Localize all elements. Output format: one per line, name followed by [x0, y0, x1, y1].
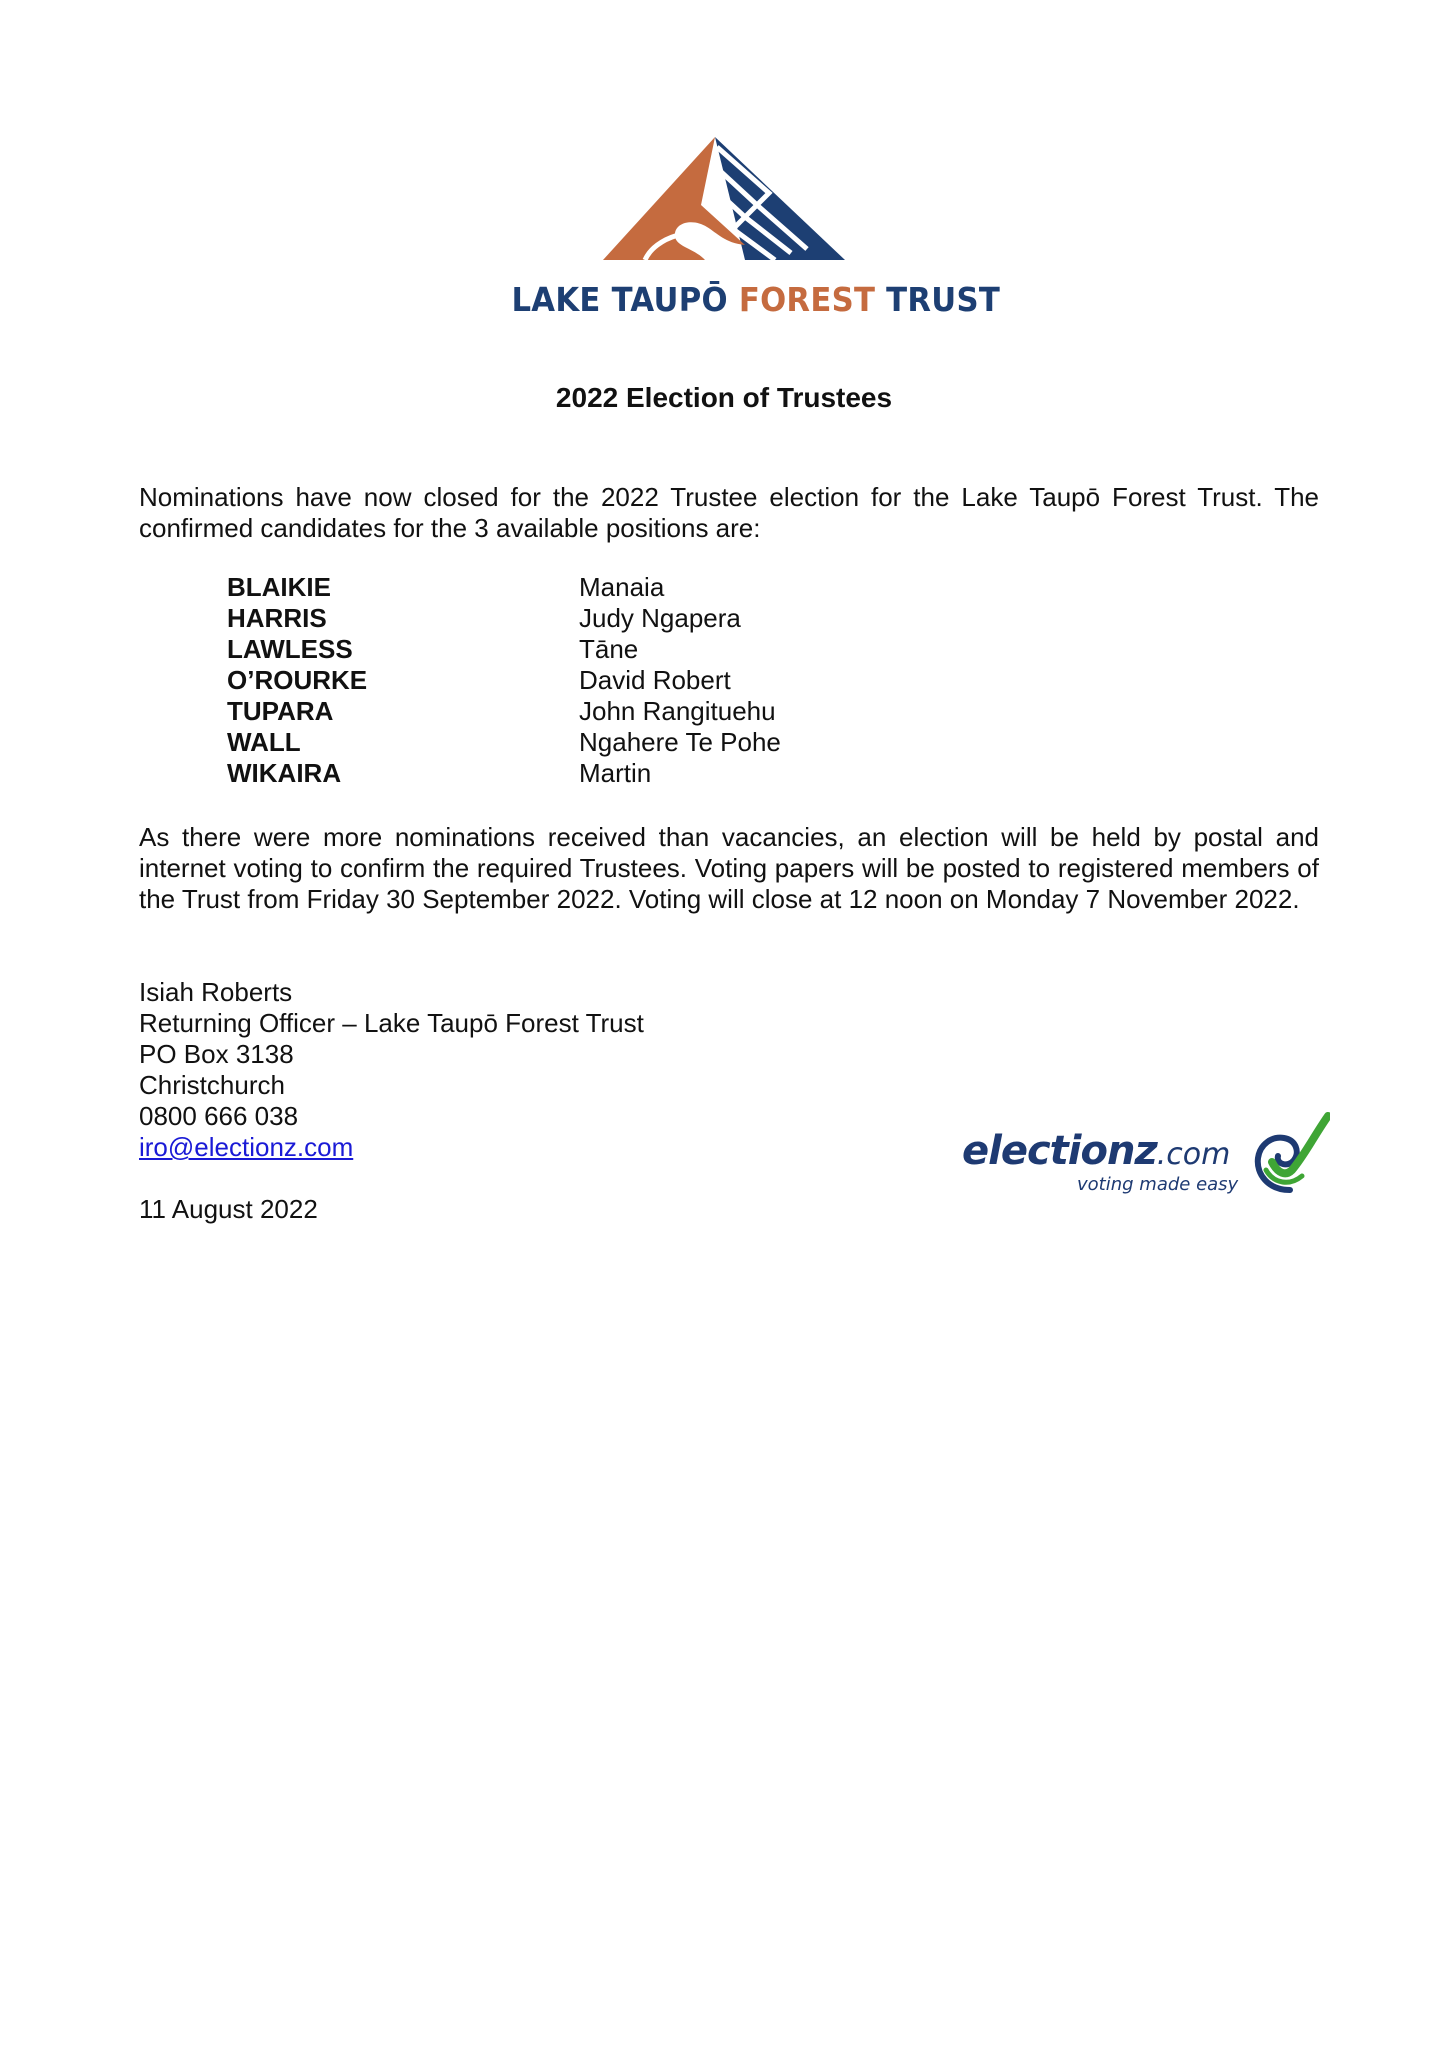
election-details-paragraph: As there were more nominations received than vacancies, an election will be held by postal and internet voting to confirm the required Trustees. Voting papers will be posted to registered members of the Trust from Friday 30 September 2022. Voting will close at 12 noon on Monday 7 November 2022.	[139, 822, 1319, 914]
mountain-koru-icon	[495, 135, 965, 275]
candidate-surname: HARRIS	[227, 603, 327, 633]
electionz-suffix: .com	[1156, 1137, 1231, 1172]
electionz-logo	[962, 1110, 1342, 1210]
trust-name-part1: LAKE TAUPŌ	[511, 280, 728, 319]
candidate-given-name: Manaia	[579, 572, 665, 602]
candidate-surname: BLAIKIE	[227, 572, 331, 602]
electionz-word: electionz	[962, 1128, 1157, 1174]
candidate-row	[227, 727, 927, 758]
phone-number: 0800 666 038	[139, 1101, 299, 1131]
candidate-surname: WALL	[227, 727, 301, 757]
trust-logo	[495, 135, 1001, 325]
candidate-list	[227, 572, 927, 789]
candidate-given-name: Tāne	[579, 634, 639, 664]
electionz-tagline: voting made easy	[1077, 1174, 1239, 1195]
candidate-given-name: John Rangituehu	[579, 696, 776, 726]
trust-name-part2: FOREST	[738, 280, 876, 319]
trust-name-part3: TRUST	[886, 280, 1001, 319]
candidate-row	[227, 572, 927, 603]
intro-paragraph: Nominations have now closed for the 2022 Trustee election for the Lake Taupō Forest Trust. The confirmed candidates for the 3 available positions are:	[139, 482, 1319, 543]
city: Christchurch	[139, 1070, 285, 1100]
candidate-surname: LAWLESS	[227, 634, 353, 664]
candidate-surname: TUPARA	[227, 696, 334, 726]
candidate-given-name: Ngahere Te Pohe	[579, 727, 781, 757]
candidate-row	[227, 665, 927, 696]
signatory-role: Returning Officer – Lake Taupō Forest Trust	[139, 1008, 644, 1038]
koru-check-icon	[1250, 1110, 1330, 1200]
candidate-given-name: Martin	[579, 758, 652, 788]
candidate-row	[227, 696, 927, 727]
candidate-row	[227, 634, 927, 665]
candidate-given-name: Judy Ngapera	[579, 603, 741, 633]
candidate-row	[227, 603, 927, 634]
page-title: 2022 Election of Trustees	[555, 382, 893, 413]
candidate-surname: O’ROURKE	[227, 665, 368, 695]
candidate-surname: WIKAIRA	[227, 758, 342, 788]
candidate-given-name: David Robert	[579, 665, 731, 695]
document-date: 11 August 2022	[139, 1194, 318, 1224]
electionz-wordmark	[962, 1128, 1230, 1174]
signatory-name: Isiah Roberts	[139, 977, 293, 1007]
po-box: PO Box 3138	[139, 1039, 294, 1069]
email-link[interactable]: iro@electionz.com	[139, 1132, 354, 1162]
candidate-row	[227, 758, 927, 789]
signature-block	[139, 977, 644, 1163]
trust-name	[511, 280, 1001, 319]
